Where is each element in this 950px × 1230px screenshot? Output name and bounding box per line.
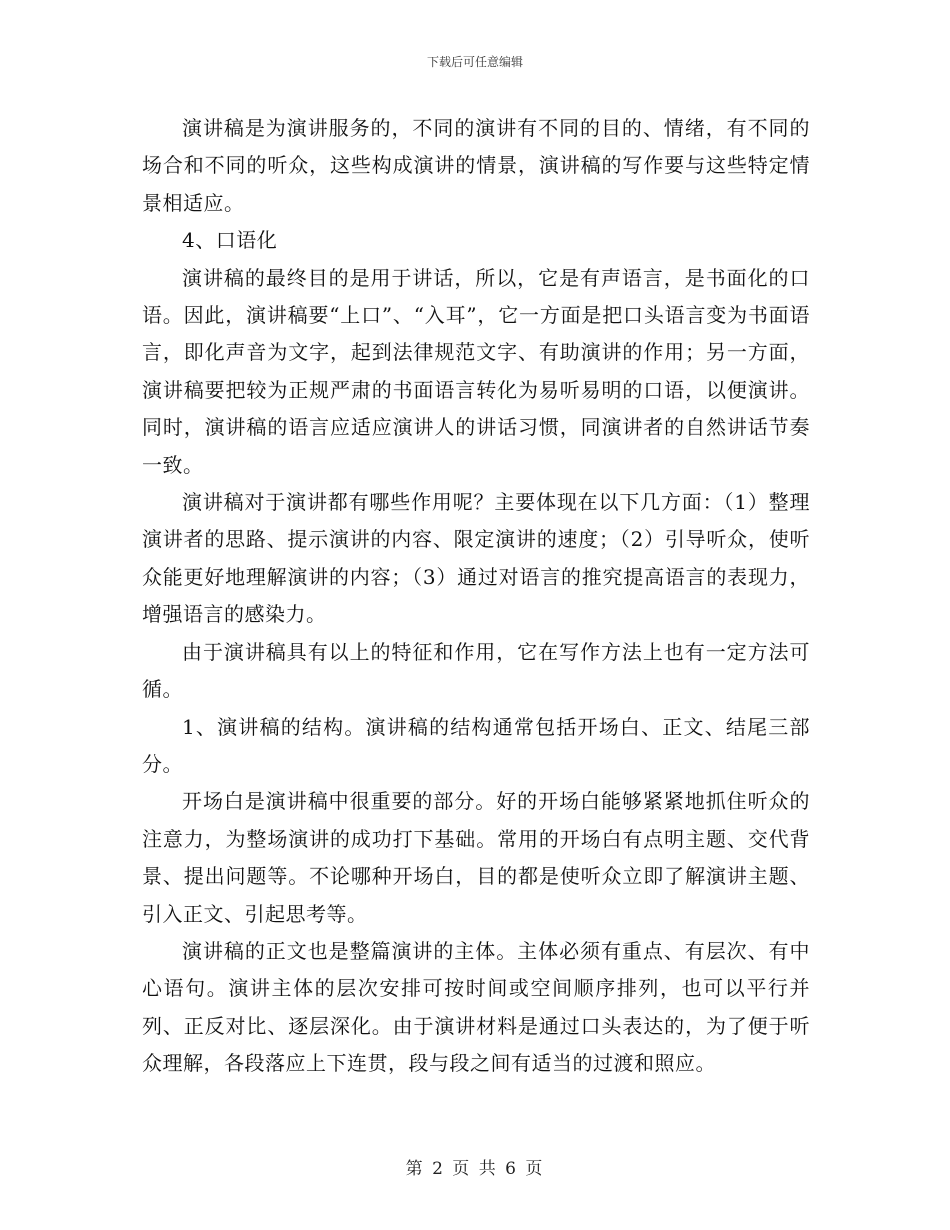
paragraph: 1、演讲稿的结构。演讲稿的结构通常包括开场白、正文、结尾三部分。 [142, 714, 810, 776]
section-heading: 4、口语化 [182, 228, 278, 253]
paragraph: 演讲稿的正文也是整篇演讲的主体。主体必须有重点、有层次、有中心语句。演讲主体的层次安排可按时间或空间顺序排列，也可以平行并列、正反对比、逐层深化。由于演讲材料是通过口头表达的，为了便于听众理解，各段落应上下连贯，段与段之间有适当的过渡和照应。 [142, 938, 810, 1076]
paragraph: 演讲稿的最终目的是用于讲话，所以，它是有声语言，是书面化的口语。因此，演讲稿要“上口”、“入耳”，它一方面是把口头语言变为书面语言，即化声音为文字，起到法律规范文字、有助演讲的作用；另一方面，演讲稿要把较为正规严肃的书面语言转化为易听易明的口语，以便演讲。同时，演讲稿的语言应适应演讲人的讲话习惯，同演讲者的自然讲话节奏一致。 [142, 265, 810, 477]
paragraph: 开场白是演讲稿中很重要的部分。好的开场白能够紧紧地抓住听众的注意力，为整场演讲的成功打下基础。常用的开场白有点明主题、交代背景、提出问题等。不论哪种开场白，目的都是使听众立即了解演讲主题、引入正文、引起思考等。 [142, 789, 810, 926]
page-header: 下载后可任意编辑 [426, 55, 523, 69]
paragraph: 由于演讲稿具有以上的特征和作用，它在写作方法上也有一定方法可循。 [142, 639, 810, 702]
page-number: 第 2 页 共 6 页 [405, 1159, 545, 1179]
paragraph: 演讲稿对于演讲都有哪些作用呢？主要体现在以下几方面：（1）整理演讲者的思路、提示演讲的内容、限定演讲的速度；（2）引导听众，使听众能更好地理解演讲的内容；（3）通过对语言的推究提高语言的表现力，增强语言的感染力。 [142, 490, 810, 627]
paragraph: 演讲稿是为演讲服务的，不同的演讲有不同的目的、情绪，有不同的场合和不同的听众，这些构成演讲的情景，演讲稿的写作要与这些特定情景相适应。 [142, 116, 810, 215]
document-body [142, 110, 810, 1083]
